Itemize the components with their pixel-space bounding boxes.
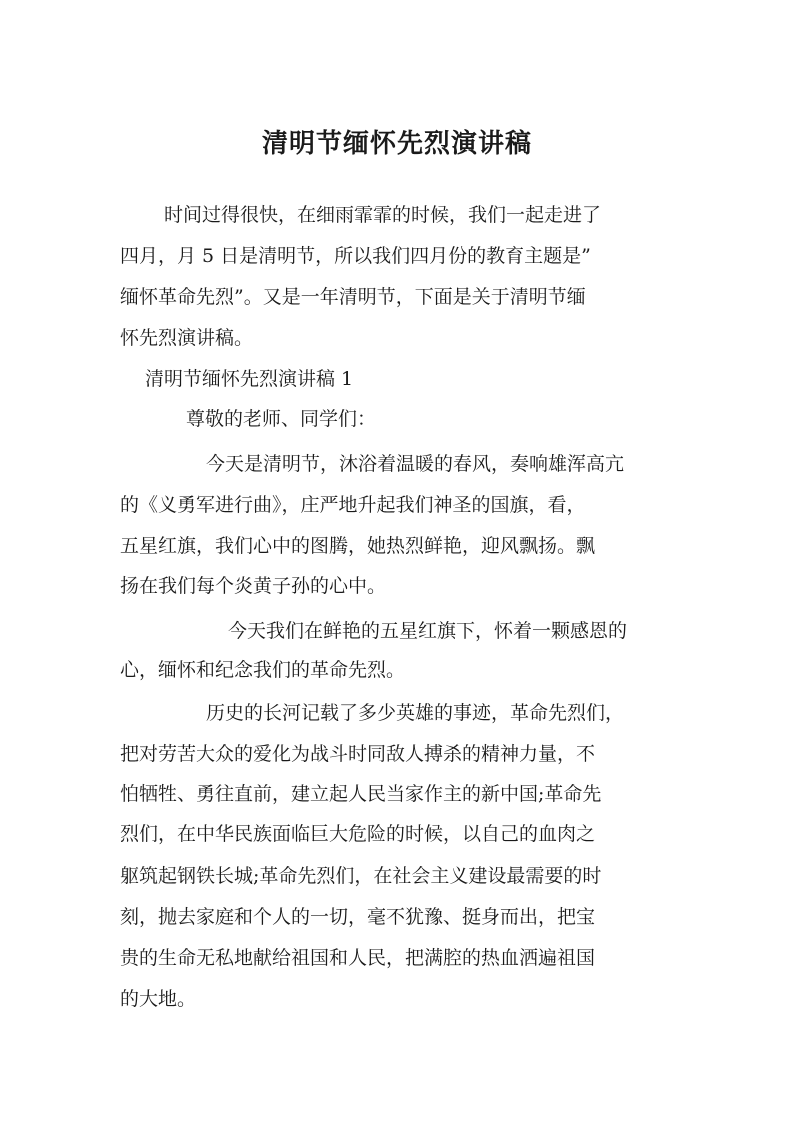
body-line: 怕牺牲、勇往直前，建立起人民当家作主的新中国;革命先: [120, 783, 602, 805]
salutation: 尊敬的老师、同学们：: [186, 408, 377, 430]
body-line: 心，缅怀和纪念我们的革命先烈。: [120, 659, 406, 681]
body-line: 的《义勇军进行曲》，庄严地升起我们神圣的国旗，看，: [120, 494, 586, 516]
body-line: 四月，月 5 日是清明节，所以我们四月份的教育主题是”: [120, 245, 591, 267]
body-line: 躯筑起钢铁长城;革命先烈们，在社会主义建设最需要的时: [120, 865, 602, 887]
body-line: 历史的长河记载了多少英雄的事迹，革命先烈们，: [206, 702, 625, 724]
body-line: 的大地。: [120, 988, 197, 1010]
body-line: 把对劳苦大众的爱化为战斗时同敌人搏杀的精神力量，不: [120, 743, 596, 765]
body-line: 烈们，在中华民族面临巨大危险的时候，以自己的血肉之: [120, 823, 596, 845]
body-line: 五星红旗，我们心中的图腾，她热烈鲜艳，迎风飘扬。飘: [120, 535, 596, 557]
body-line: 贵的生命无私地献给祖国和人民，把满腔的热血洒遍祖国: [120, 947, 596, 969]
section-heading: 清明节缅怀先烈演讲稿 1: [145, 368, 354, 390]
body-line: 今天我们在鲜艳的五星红旗下，怀着一颗感恩的: [228, 620, 628, 642]
document-title: 清明节缅怀先烈演讲稿: [261, 129, 532, 159]
body-line: 刻，抛去家庭和个人的一切，毫不犹豫、挺身而出，把宝: [120, 906, 596, 928]
body-line: 缅怀革命先烈”。又是一年清明节，下面是关于清明节缅: [120, 286, 586, 308]
body-line: 扬在我们每个炎黄子孙的心中。: [120, 575, 387, 597]
body-line: 怀先烈演讲稿。: [120, 327, 254, 349]
body-line: 今天是清明节，沐浴着温暖的春风，奏响雄浑高亢: [206, 453, 625, 475]
body-line: 时间过得很快，在细雨霏霏的时候，我们一起走进了: [164, 204, 602, 226]
